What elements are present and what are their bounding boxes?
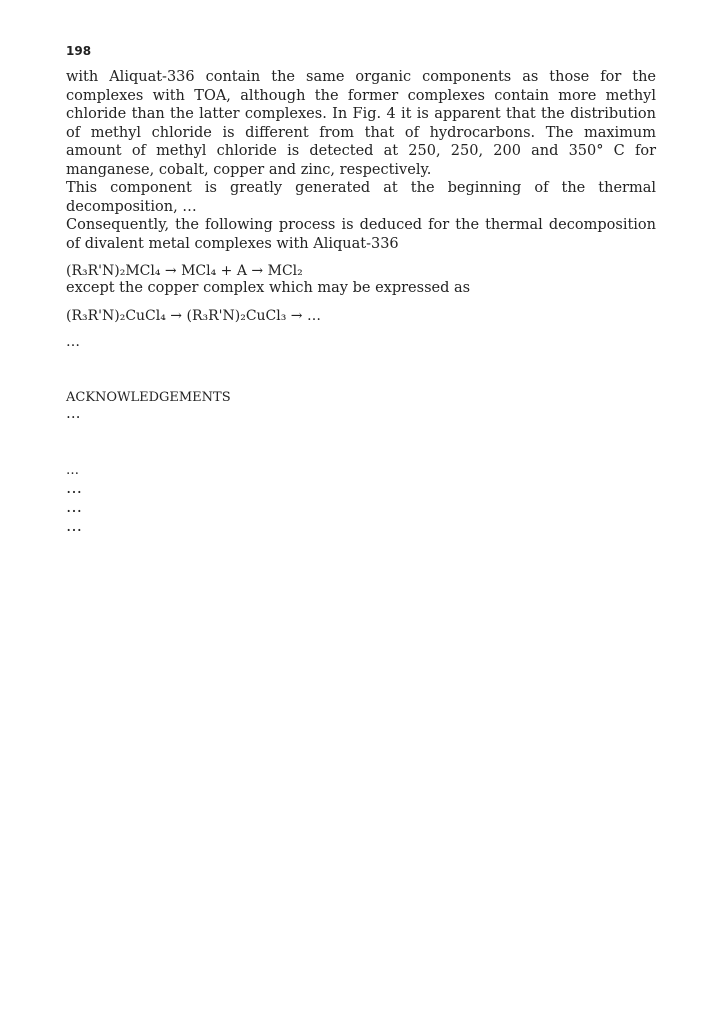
reference-1: … xyxy=(66,478,82,497)
equation-2: (R₃R'N)₂CuCl₄ → (R₃R'N)₂CuCl₃ → … xyxy=(66,307,321,324)
paragraph-1: with Aliquat-336 contain the same organic components as those for the complexes with TOA, although the former complexes contain more methyl chloride than the latter complexes. In Fig. 4 it is apparent that the distribution of methyl chloride is different from that of hydrocarbons. The maximum amount of methyl chloride is detected at 250, 250, 200 and 350° C for manganese, cobalt, copper and zinc, respectively. xyxy=(66,69,656,178)
paragraph-2: This component is greatly generated at the beginning of the thermal decomposition, … xyxy=(66,180,656,215)
paragraph-3: Consequently, the following process is deduced for the thermal decomposition of divalent metal complexes with Aliquat-336 xyxy=(66,217,656,252)
references-list xyxy=(66,478,656,535)
page xyxy=(66,44,656,535)
reference-3: … xyxy=(66,516,82,535)
acknowledgements-text: … xyxy=(66,405,81,422)
references-heading: … xyxy=(66,463,79,478)
reference-2: … xyxy=(66,497,82,516)
page-number: 198 xyxy=(66,44,92,58)
equation-1: (R₃R'N)₂MCl₄ → MCl₄ + A → MCl₂ xyxy=(66,263,303,279)
acknowledgements-heading: ACKNOWLEDGEMENTS xyxy=(66,389,231,405)
text-between: except the copper complex which may be expressed as xyxy=(66,280,471,296)
equation-3: … xyxy=(66,333,80,350)
